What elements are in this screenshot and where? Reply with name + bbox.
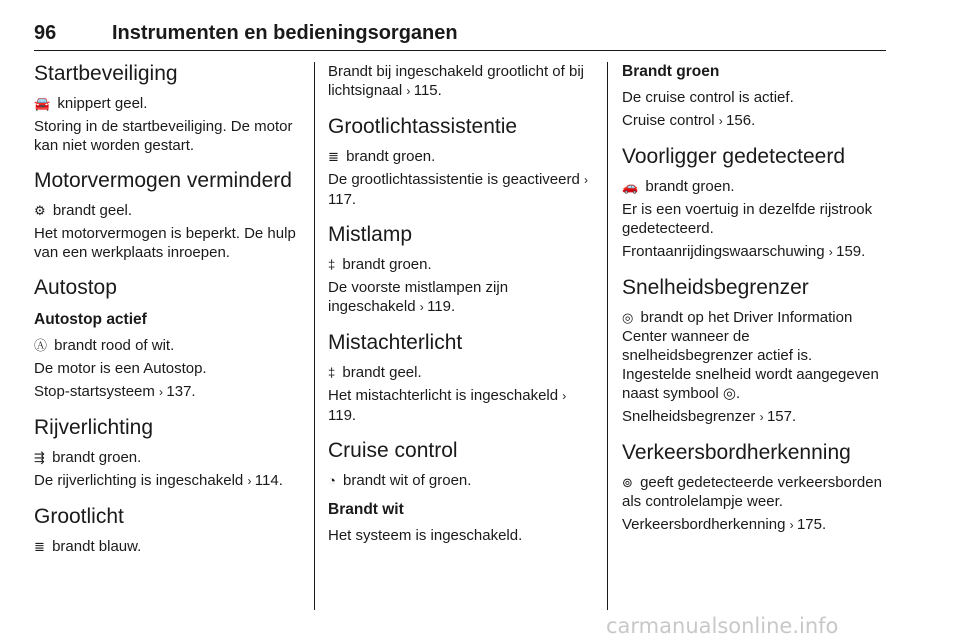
section-heading	[622, 276, 884, 300]
text: Grootlicht	[34, 505, 124, 528]
page-ref-arrow-icon: ›	[419, 300, 428, 314]
paragraph	[34, 537, 296, 556]
paragraph	[328, 170, 590, 209]
column-divider	[314, 62, 315, 610]
page-reference[interactable]: 114.	[254, 472, 283, 489]
text: brandt groen.	[47, 449, 142, 466]
text: Stop-startsysteem	[34, 383, 160, 400]
paragraph	[622, 88, 884, 107]
section-heading	[622, 145, 884, 169]
text: Brandt bij ingeschakeld grootlicht of bij lichtsignaal	[328, 63, 584, 99]
paragraph	[34, 448, 296, 467]
text: geeft gedetecteerde verkeersborden als controlelampje weer.	[622, 474, 882, 510]
paragraph	[34, 359, 296, 378]
page-ref-arrow-icon: ›	[247, 474, 255, 488]
text: brandt groen.	[338, 256, 432, 273]
page-ref-arrow-icon: ›	[718, 114, 727, 128]
paragraph	[34, 201, 296, 220]
section-heading	[622, 441, 884, 465]
text: brandt wit of groen.	[338, 472, 472, 489]
subsection-heading	[34, 310, 296, 330]
section-heading	[34, 505, 296, 529]
text: brandt geel.	[48, 202, 133, 219]
text: Verkeersbordherkenning	[622, 441, 851, 464]
text: Cruise control	[622, 112, 719, 129]
text: De motor is een Autostop.	[34, 360, 207, 377]
text: Cruise control	[328, 439, 458, 462]
page-ref-arrow-icon: ›	[159, 385, 167, 399]
page-ref-arrow-icon: ›	[583, 173, 588, 187]
text: brandt geel.	[338, 364, 422, 381]
paragraph	[622, 177, 884, 196]
rear-fog-lamp-icon: ‡	[328, 365, 336, 380]
page-reference[interactable]: 117.	[328, 191, 357, 208]
autostop-icon: Ⓐ	[34, 338, 48, 353]
section-heading	[328, 331, 590, 355]
page-reference[interactable]: 175.	[796, 516, 827, 533]
text: De cruise control is actief.	[622, 89, 794, 106]
text: Voorligger gedetecteerd	[622, 145, 845, 168]
page-number: 96	[34, 22, 57, 44]
paragraph	[328, 363, 590, 382]
text: Frontaanrijdingswaarschuwing	[622, 243, 829, 260]
paragraph	[328, 471, 590, 490]
page-reference[interactable]: 119.	[328, 407, 357, 424]
watermark: carmanualsonline.info	[606, 614, 839, 638]
text: Het motorvermogen is beperkt. De hulp van een werkplaats inroepen.	[34, 225, 296, 261]
immobilizer-car-key-icon: 🚘	[34, 96, 51, 111]
paragraph	[34, 224, 296, 262]
page-ref-arrow-icon: ›	[406, 84, 414, 98]
paragraph	[328, 62, 590, 101]
column-3	[622, 62, 884, 539]
paragraph	[34, 336, 296, 355]
paragraph	[622, 111, 884, 131]
text: brandt rood of wit.	[50, 337, 175, 354]
column-divider	[607, 62, 608, 610]
section-heading	[34, 169, 296, 193]
page-ref-arrow-icon: ›	[759, 410, 767, 424]
vehicle-ahead-icon: 🚗	[622, 179, 639, 194]
column-2	[328, 62, 590, 549]
page-reference[interactable]: 159.	[836, 243, 866, 260]
text: De rijverlichting is ingeschakeld	[34, 472, 248, 489]
paragraph	[328, 386, 590, 425]
text: De grootlichtassistentie is geactiveerd	[328, 171, 584, 188]
reduced-power-icon: ⚙	[34, 203, 46, 218]
paragraph	[328, 278, 590, 317]
paragraph	[622, 473, 884, 511]
text: brandt op het Driver Information Center wanneer de snelheidsbegrenzer actief is. Ingestelde snelheid wordt aangegeven naast symbool ◎.	[622, 309, 879, 402]
text: Snelheidsbegrenzer	[622, 408, 760, 425]
paragraph	[622, 515, 884, 535]
text: brandt blauw.	[47, 538, 142, 555]
text: Het systeem is ingeschakeld.	[328, 527, 523, 544]
page-reference[interactable]: 156.	[726, 112, 756, 129]
text: Startbeveiliging	[34, 62, 178, 85]
daytime-lights-icon: ⇶	[34, 450, 45, 465]
text: Rijverlichting	[34, 416, 154, 439]
page-reference[interactable]: 119.	[427, 298, 456, 315]
subsection-heading	[622, 62, 884, 82]
page-reference[interactable]: 115.	[413, 82, 442, 99]
text: Snelheidsbegrenzer	[622, 276, 809, 299]
text: Brandt groen	[622, 63, 720, 80]
text: Autostop	[34, 276, 117, 299]
paragraph	[34, 94, 296, 113]
paragraph	[622, 308, 884, 403]
text: Het mistachterlicht is ingeschakeld	[328, 387, 563, 404]
text: Storing in de startbeveiliging. De motor kan niet worden gestart.	[34, 118, 293, 154]
section-heading	[34, 276, 296, 300]
page-header	[34, 22, 886, 51]
paragraph	[622, 200, 884, 238]
section-heading	[328, 115, 590, 139]
text: Motorvermogen verminderd	[34, 169, 292, 192]
text: brandt groen.	[641, 178, 735, 195]
text: Autostop actief	[34, 311, 147, 328]
high-beam-assist-icon: ≣	[328, 149, 339, 164]
page-reference[interactable]: 157.	[766, 408, 797, 425]
text: Verkeersbordherkenning	[622, 516, 790, 533]
paragraph	[34, 382, 296, 402]
paragraph	[328, 255, 590, 274]
text: knippert geel.	[53, 95, 148, 112]
text: Mistlamp	[328, 223, 413, 246]
subsection-heading	[328, 500, 590, 520]
text: Mistachterlicht	[328, 331, 463, 354]
paragraph	[622, 407, 884, 427]
text: brandt groen.	[341, 148, 436, 165]
paragraph	[328, 526, 590, 545]
paragraph	[328, 147, 590, 166]
section-heading	[34, 416, 296, 440]
section-heading	[328, 439, 590, 463]
page-ref-arrow-icon: ›	[828, 245, 837, 259]
paragraph	[34, 117, 296, 155]
high-beam-icon: ≣	[34, 539, 45, 554]
page-title: Instrumenten en bedieningsorganen	[112, 22, 458, 44]
speed-limiter-icon: ◎	[622, 310, 634, 325]
text: Er is een voertuig in dezelfde rijstrook gedetecteerd.	[622, 201, 873, 237]
front-fog-lamp-icon: ‡	[328, 257, 336, 272]
paragraph	[622, 242, 884, 262]
text: Grootlichtassistentie	[328, 115, 518, 138]
text: De voorste mistlampen zijn ingeschakeld	[328, 279, 509, 315]
section-heading	[328, 223, 590, 247]
section-heading	[34, 62, 296, 86]
page-reference[interactable]: 137.	[166, 383, 196, 400]
column-1	[34, 62, 296, 560]
text: Brandt wit	[328, 501, 404, 518]
paragraph	[34, 471, 296, 491]
page-ref-arrow-icon: ›	[789, 518, 797, 532]
cruise-control-icon: ◔	[328, 473, 336, 488]
traffic-sign-recognition-icon: ⊚	[622, 475, 633, 490]
page-ref-arrow-icon: ›	[562, 389, 567, 403]
